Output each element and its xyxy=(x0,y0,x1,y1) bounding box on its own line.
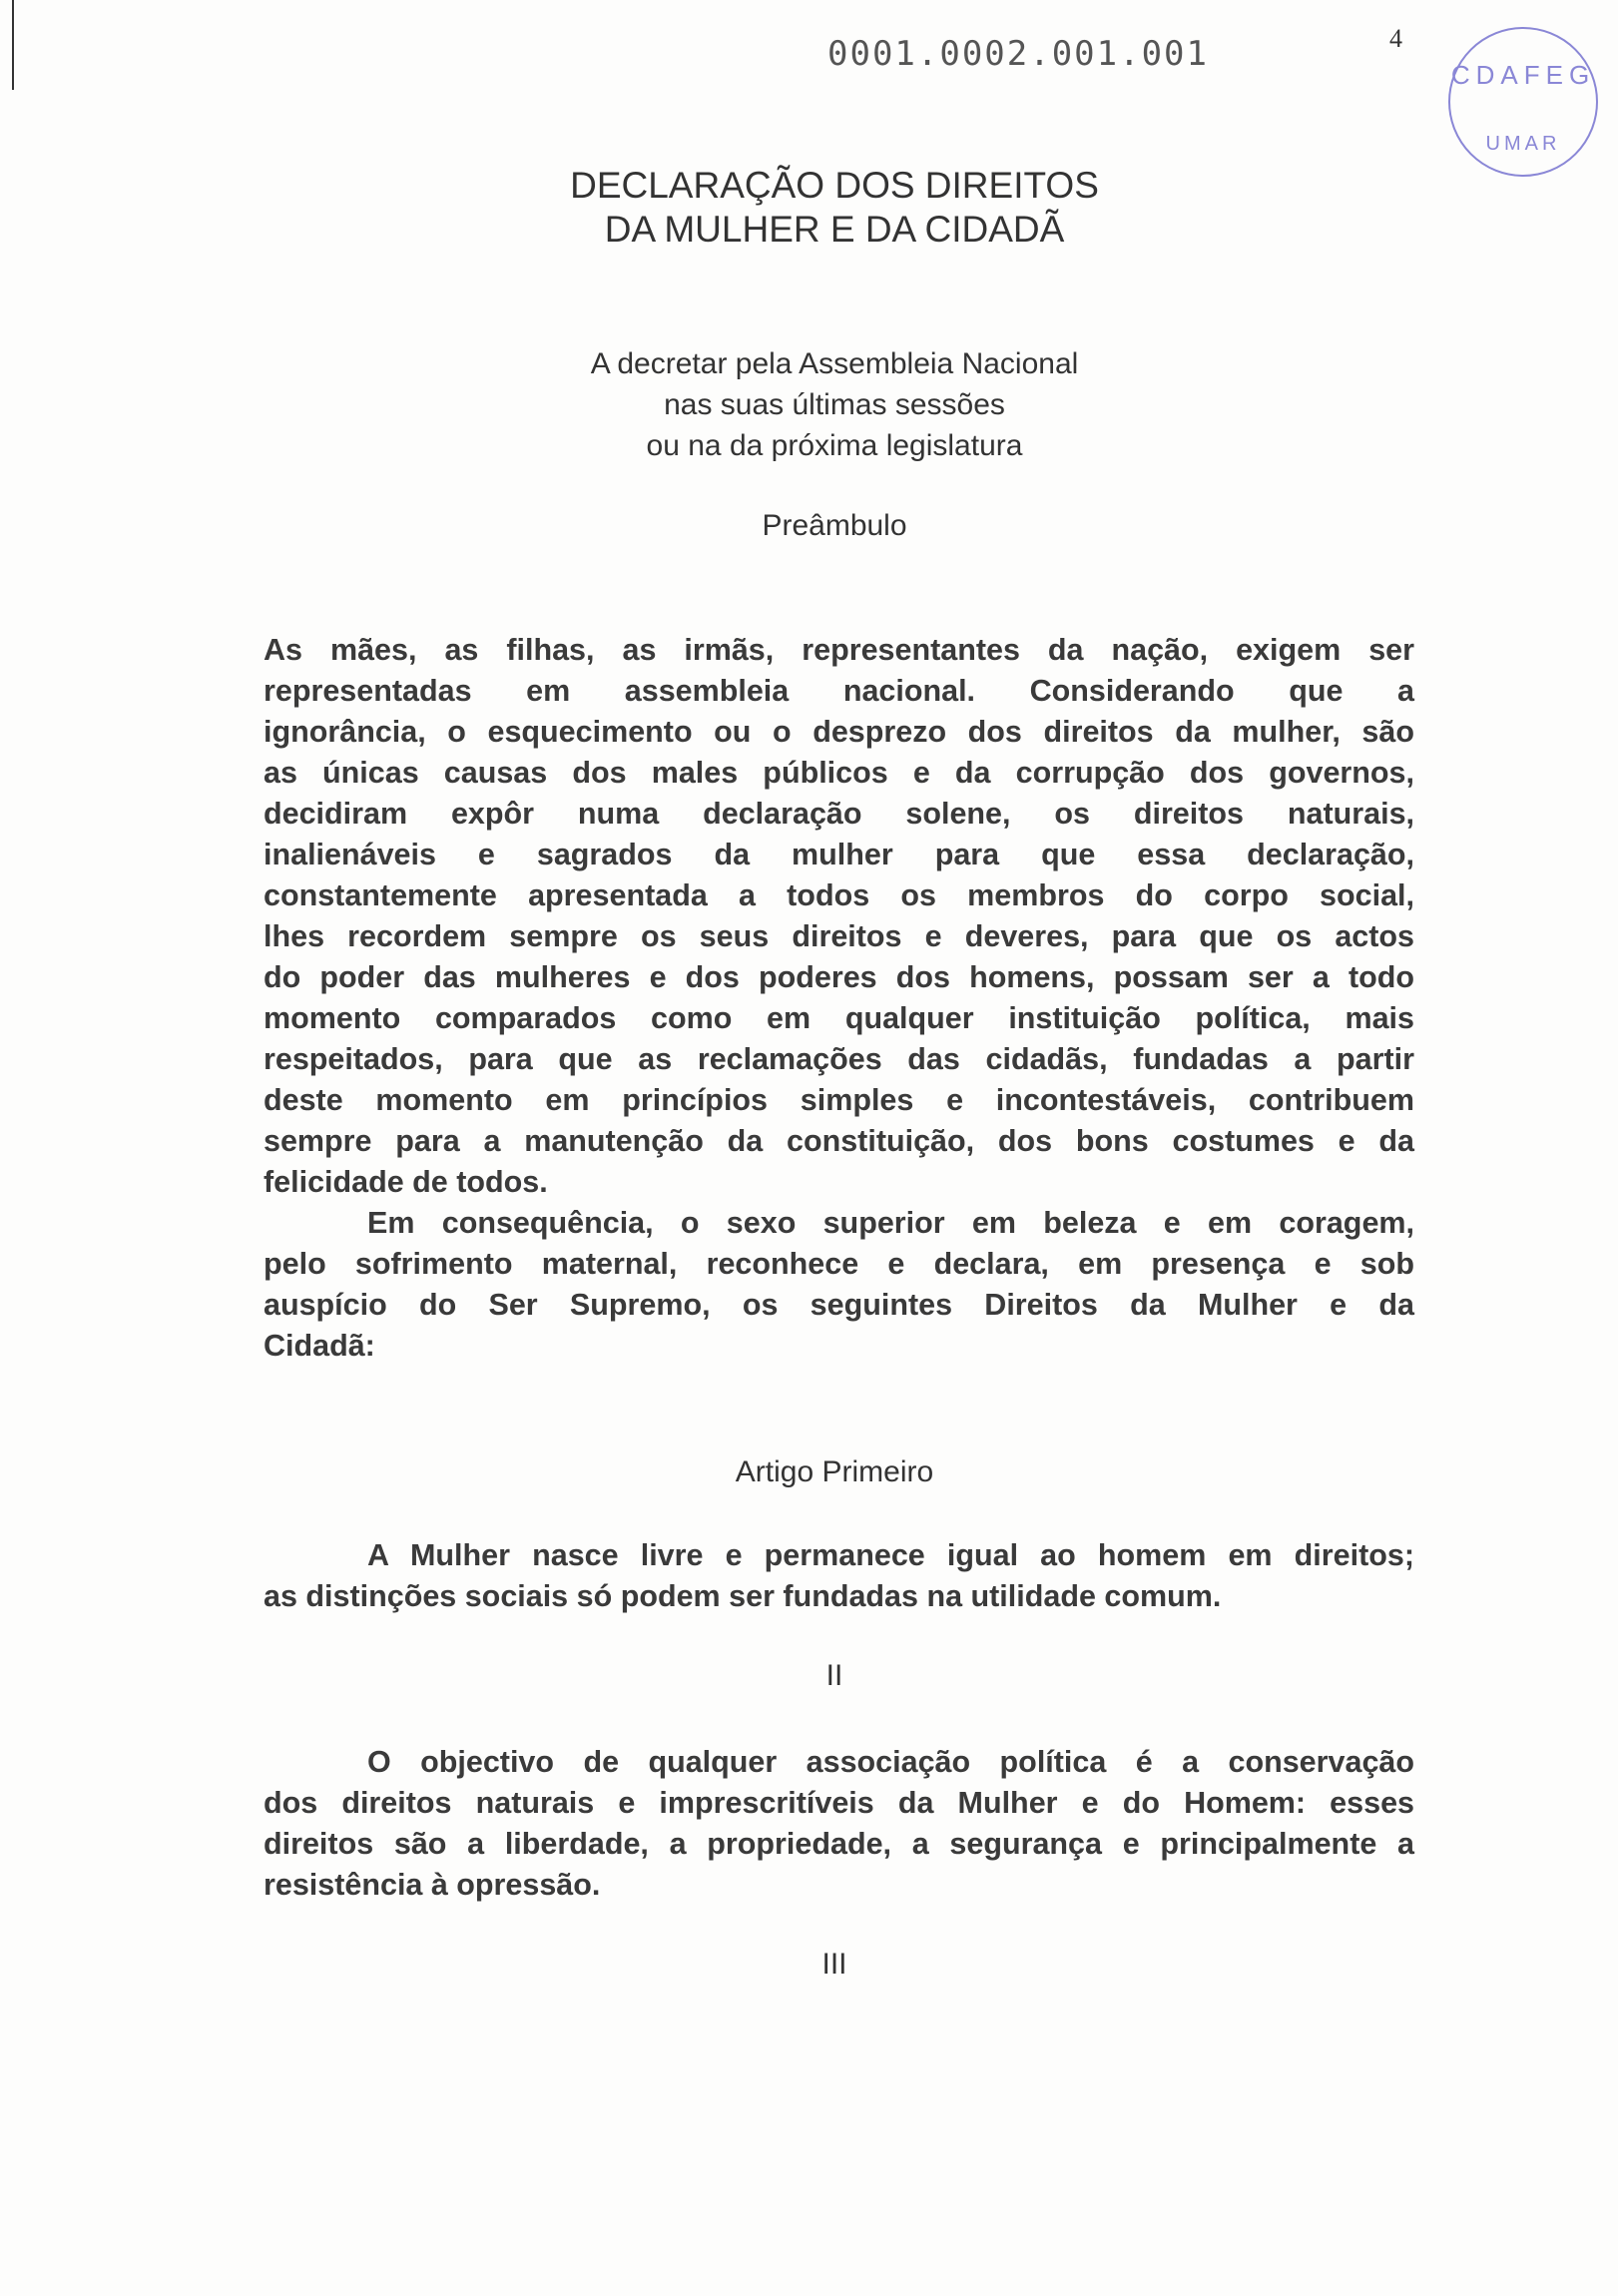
preamble-body xyxy=(264,630,1414,1367)
text-line: auspício do Ser Supremo, os seguintes Direitos da Mulher e da xyxy=(264,1288,1414,1322)
text-line: As mães, as filhas, as irmãs, representantes da nação, exigem ser xyxy=(264,633,1414,667)
article-3-heading: III xyxy=(821,1948,847,1981)
text-line: sempre para a manutenção da constituição, dos bons costumes e da xyxy=(264,1124,1414,1158)
text-line: felicidade de todos. xyxy=(264,1165,548,1199)
text-line: Cidadã: xyxy=(264,1329,375,1363)
text-line: Em consequência, o sexo superior em beleza e em coragem, xyxy=(367,1206,1414,1240)
text-line: deste momento em princípios simples e incontestáveis, contribuem xyxy=(264,1083,1414,1117)
document-subtitle xyxy=(0,343,1618,466)
page-number: 4 xyxy=(1389,24,1402,53)
title-line: DA MULHER E DA CIDADÃ xyxy=(604,209,1065,250)
text-line: lhes recordem sempre os seus direitos e deveres, para que os actos xyxy=(264,919,1414,953)
article-2-body xyxy=(264,1742,1414,1906)
text-line: decidiram expôr numa declaração solene, os direitos naturais, xyxy=(264,797,1414,831)
svg-text:CDAFEG: CDAFEG xyxy=(1450,60,1596,90)
text-line: A Mulher nasce livre e permanece igual ao homem em direitos; xyxy=(367,1538,1414,1572)
document-title xyxy=(0,164,1618,252)
text-line: dos direitos naturais e imprescritíveis da Mulher e do Homem: esses xyxy=(264,1786,1414,1820)
article-2-heading: II xyxy=(825,1659,843,1692)
text-line: pelo sofrimento maternal, reconhece e declara, em presença e sob xyxy=(264,1247,1414,1281)
preamble-heading: Preâmbulo xyxy=(762,509,907,542)
handwritten-archive-code: 0001.0002.001.001 xyxy=(827,34,1209,74)
subtitle-line: A decretar pela Assembleia Nacional xyxy=(590,347,1079,380)
svg-text:UMAR: UMAR xyxy=(1485,133,1561,155)
text-line: ignorância, o esquecimento ou o desprezo dos direitos da mulher, são xyxy=(264,715,1414,749)
text-line: constantemente apresentada a todos os membros do corpo social, xyxy=(264,878,1414,912)
archive-stamp xyxy=(1443,22,1603,182)
text-line: respeitados, para que as reclamações das cidadãs, fundadas a partir xyxy=(264,1042,1414,1076)
subtitle-line: nas suas últimas sessões xyxy=(664,388,1005,421)
text-line: O objectivo de qualquer associação política é a conservação xyxy=(367,1745,1414,1779)
text-line: as distinções sociais só podem ser fundadas na utilidade comum. xyxy=(264,1579,1222,1613)
text-line: resistência à opressão. xyxy=(264,1868,601,1902)
text-line: do poder das mulheres e dos poderes dos homens, possam ser a todo xyxy=(264,960,1414,994)
subtitle-line: ou na da próxima legislatura xyxy=(646,429,1023,462)
text-line: inalienáveis e sagrados da mulher para que essa declaração, xyxy=(264,838,1414,871)
text-line: direitos são a liberdade, a propriedade, a segurança e principalmente a xyxy=(264,1827,1414,1861)
text-line: as únicas causas dos males públicos e da corrupção dos governos, xyxy=(264,756,1414,790)
text-line: momento comparados como em qualquer instituição política, mais xyxy=(264,1001,1414,1035)
text-line: representadas em assembleia nacional. Considerando que a xyxy=(264,674,1414,708)
article-1-body xyxy=(264,1535,1414,1617)
scan-margin-mark xyxy=(12,0,14,90)
article-1-heading: Artigo Primeiro xyxy=(735,1455,934,1488)
preamble-paragraph-2 xyxy=(264,1203,1414,1367)
title-line: DECLARAÇÃO DOS DIREITOS xyxy=(570,165,1099,206)
